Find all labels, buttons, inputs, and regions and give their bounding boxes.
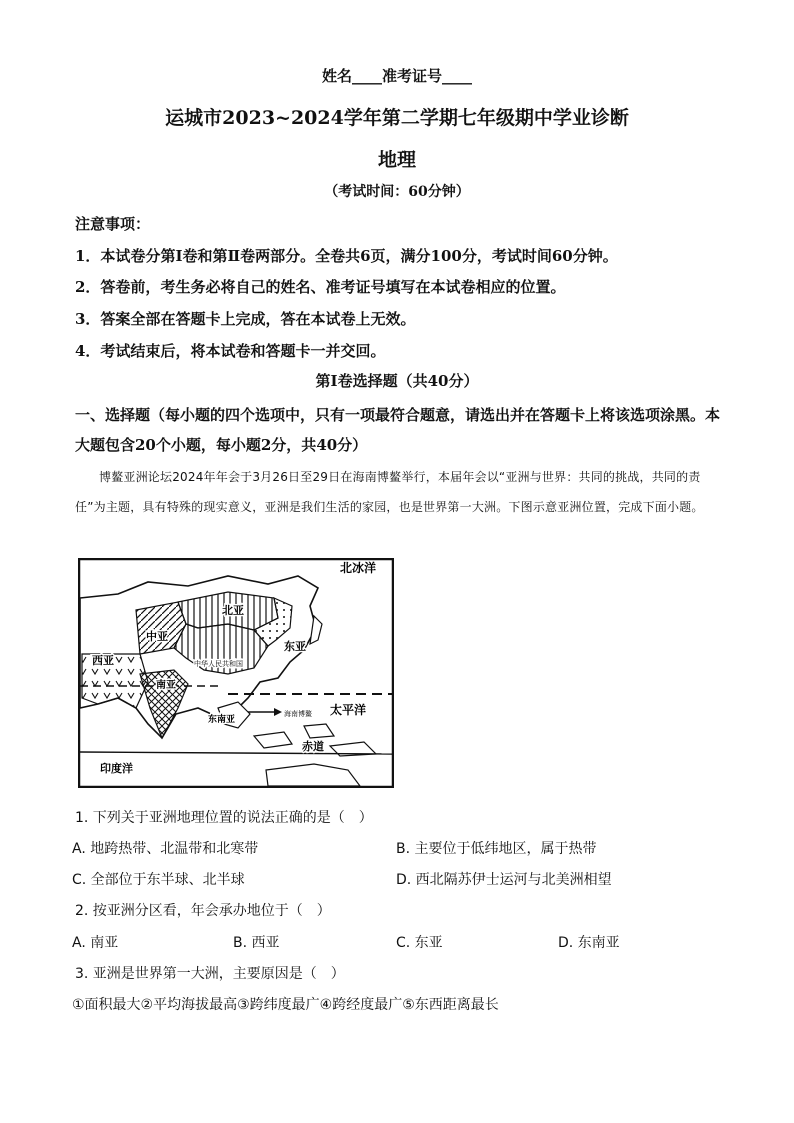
question-3-stem: 3. 亚洲是世界第一大洲，主要原因是（ ） [75, 966, 345, 982]
map-label-pacific: 太平洋 [330, 703, 367, 717]
question-1-option-b: B. 主要位于低纬地区，属于热带 [396, 841, 597, 857]
question-3-choices: ①面积最大②平均海拔最高③跨纬度最广④跨经度最广⑤东西距离最长 [72, 997, 499, 1013]
question-1-option-c: C. 全部位于东半球、北半球 [72, 872, 245, 888]
exam-title: 运城市2023~2024学年第二学期七年级期中学业诊断 [165, 107, 629, 129]
name-ticket-line: 姓名____准考证号____ [321, 67, 472, 85]
question-2-option-b: B. 西亚 [233, 935, 280, 951]
map-label-southeast-asia: 东南亚 [208, 715, 236, 725]
notice-item-4: 4．考试结束后，将本试卷和答题卡一并交回。 [75, 342, 386, 360]
question-1-option-d: D. 西北隔苏伊士运河与北美洲相望 [396, 872, 612, 888]
notice-item-3: 3．答案全部在答题卡上完成，答在本试卷上无效。 [75, 310, 416, 328]
question-2-option-d: D. 东南亚 [558, 935, 620, 951]
section-instruction: 一、选择题（每小题的四个选项中，只有一项最符合题意，请选出并在答题卡上将该选项涂黑。本大题包含20个小题，每小题2分，共40分） [75, 406, 721, 454]
question-1-option-a: A. 地跨热带、北温带和北寒带 [72, 841, 259, 857]
map-label-arctic: 北冰洋 [340, 561, 377, 575]
question-2-option-a: A. 南亚 [72, 935, 119, 951]
section-title: 第Ⅰ卷选择题（共40分） [315, 372, 479, 390]
map-label-china: 中华人民共和国 [194, 660, 243, 668]
notice-heading: 注意事项： [75, 215, 151, 233]
map-label-west-asia: 西亚 [92, 654, 114, 667]
question-1-stem: 1. 下列关于亚洲地理位置的说法正确的是（ ） [75, 810, 373, 826]
map-label-south-asia: 南亚 [156, 680, 176, 691]
notice-item-1: 1．本试卷分第Ⅰ卷和第Ⅱ卷两部分。全卷共6页，满分100分，考试时间60分钟。 [75, 247, 618, 265]
question-2-stem: 2. 按亚洲分区看，年会承办地位于（ ） [75, 903, 331, 919]
subject-title: 地理 [377, 149, 416, 171]
question-2-option-c: C. 东亚 [396, 935, 443, 951]
map-label-hainan: 海南博鳌 [284, 710, 312, 718]
map-label-north-asia: 北亚 [222, 604, 244, 617]
map-label-indian-ocean: 印度洋 [100, 762, 133, 775]
notice-item-2: 2．答卷前，考生务必将自己的姓名、准考证号填写在本试卷相应的位置。 [75, 278, 566, 296]
asia-location-map [78, 558, 394, 788]
exam-duration: （考试时间：60分钟） [324, 184, 470, 200]
map-label-east-asia: 东亚 [284, 640, 306, 653]
map-label-equator: 赤道 [302, 740, 324, 753]
reading-passage: 博鳌亚洲论坛2024年年会于3月26日至29日在海南博鳌举行，本届年会以“亚洲与世界：共同的挑战，共同的责任”为主题，具有特殊的现实意义，亚洲是我们生活的家园，也是世界第一大洲。下图示意亚洲位置，完成下面小题。 [75, 470, 704, 514]
map-label-central-asia: 中亚 [146, 630, 168, 643]
